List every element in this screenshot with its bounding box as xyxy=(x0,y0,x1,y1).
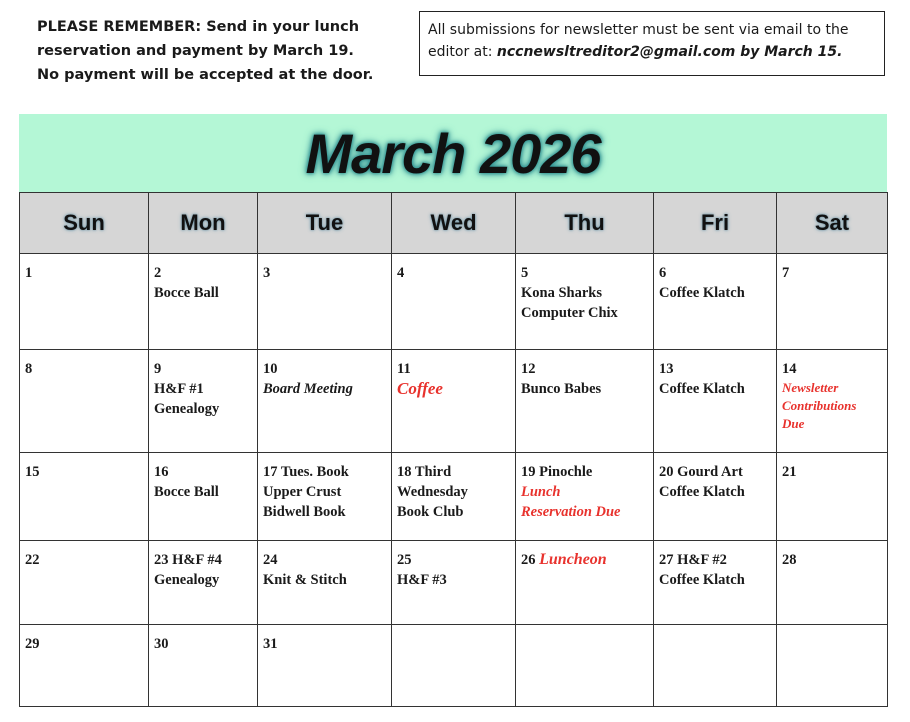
event-text: Coffee Klatch xyxy=(659,572,745,588)
day-cell xyxy=(149,625,258,707)
day-number: 31 xyxy=(263,636,278,652)
day-cell xyxy=(777,541,888,625)
day-number: 28 xyxy=(782,552,797,568)
week-row xyxy=(20,453,888,541)
event-text-highlight: Reservation Due xyxy=(521,504,621,520)
week-row xyxy=(20,350,888,453)
day-number: 3 xyxy=(263,265,271,281)
event-text: 23 H&F #4 xyxy=(154,552,222,568)
event-text: Knit & Stitch xyxy=(263,572,347,588)
event-text: 20 Gourd Art xyxy=(659,464,743,480)
event-text: Coffee Klatch xyxy=(659,285,745,301)
event-text: Coffee Klatch xyxy=(659,484,745,500)
day-cell xyxy=(654,350,777,453)
empty-day-cell xyxy=(392,625,516,707)
notice-line: All submissions for newsletter must be sent via email to the xyxy=(428,22,849,38)
day-cell xyxy=(392,453,516,541)
event-text: H&F #1 xyxy=(154,381,204,397)
day-cell xyxy=(392,350,516,453)
day-cell xyxy=(258,625,392,707)
notice-prefix: editor at: xyxy=(428,44,497,60)
day-number: 14 xyxy=(782,361,797,377)
calendar-title-bar xyxy=(19,114,887,192)
day-number: 16 xyxy=(154,464,169,480)
event-text: Book Club xyxy=(397,504,464,520)
event-text-highlight: Due xyxy=(782,416,805,431)
day-cell xyxy=(258,254,392,350)
day-cell xyxy=(392,254,516,350)
event-text: 17 Tues. Book xyxy=(263,464,349,480)
editor-email: nccnewsltreditor2@gmail.com xyxy=(496,44,736,60)
day-cell xyxy=(654,453,777,541)
day-number: 30 xyxy=(154,636,169,652)
day-number: 26 xyxy=(521,552,536,568)
day-cell xyxy=(777,350,888,453)
day-cell xyxy=(20,254,149,350)
weekday-header: Sat xyxy=(777,193,888,254)
event-text: H&F #3 xyxy=(397,572,447,588)
day-cell xyxy=(516,453,654,541)
event-text: Bunco Babes xyxy=(521,381,602,397)
event-text-highlight: Luncheon xyxy=(539,551,607,568)
calendar-title: March 2026 xyxy=(305,122,601,185)
weekday-header: Fri xyxy=(654,193,777,254)
day-cell xyxy=(654,541,777,625)
event-text: Board Meeting xyxy=(263,381,353,397)
event-text-highlight: Contributions xyxy=(782,398,857,413)
event-text: Genealogy xyxy=(154,401,220,417)
day-cell xyxy=(516,254,654,350)
day-number: 21 xyxy=(782,464,797,480)
calendar-grid xyxy=(19,192,888,707)
weekday-header: Tue xyxy=(258,193,392,254)
day-number: 7 xyxy=(782,265,790,281)
day-number: 2 xyxy=(154,265,162,281)
weekday-header: Thu xyxy=(516,193,654,254)
event-text: Bocce Ball xyxy=(154,484,219,500)
empty-day-cell xyxy=(516,625,654,707)
event-text: Coffee Klatch xyxy=(659,381,745,397)
day-number: 13 xyxy=(659,361,674,377)
day-cell xyxy=(149,541,258,625)
event-text: Computer Chix xyxy=(521,305,618,321)
event-text: 19 Pinochle xyxy=(521,464,593,480)
empty-day-cell xyxy=(654,625,777,707)
day-number: 10 xyxy=(263,361,278,377)
week-row xyxy=(20,541,888,625)
day-number: 5 xyxy=(521,265,529,281)
day-cell xyxy=(654,254,777,350)
reminder-line: No payment will be accepted at the door. xyxy=(37,67,374,83)
day-cell xyxy=(20,625,149,707)
day-cell xyxy=(20,453,149,541)
event-text: Bocce Ball xyxy=(154,285,219,301)
event-text: Kona Sharks xyxy=(521,285,602,301)
day-cell xyxy=(516,541,654,625)
day-cell xyxy=(777,254,888,350)
day-number: 25 xyxy=(397,552,412,568)
day-cell xyxy=(258,350,392,453)
day-cell xyxy=(258,453,392,541)
day-cell xyxy=(149,254,258,350)
day-cell xyxy=(20,350,149,453)
day-number: 8 xyxy=(25,361,33,377)
event-text: Bidwell Book xyxy=(263,504,346,520)
event-text-highlight: Lunch xyxy=(521,484,561,500)
day-number: 12 xyxy=(521,361,536,377)
event-text: Wednesday xyxy=(397,484,468,500)
day-number: 4 xyxy=(397,265,405,281)
reminder-line: PLEASE REMEMBER: Send in your lunch xyxy=(37,19,360,35)
notice-line xyxy=(428,41,876,63)
day-number: 11 xyxy=(397,361,411,377)
day-number: 29 xyxy=(25,636,40,652)
day-number: 6 xyxy=(659,265,667,281)
event-text: Upper Crust xyxy=(263,484,342,500)
day-cell xyxy=(516,350,654,453)
weekday-header: Sun xyxy=(20,193,149,254)
day-cell xyxy=(149,453,258,541)
event-text: Genealogy xyxy=(154,572,220,588)
day-cell xyxy=(20,541,149,625)
weekday-header: Mon xyxy=(149,193,258,254)
lunch-reminder xyxy=(37,15,397,87)
day-cell xyxy=(149,350,258,453)
newsletter-notice-box xyxy=(419,11,885,76)
day-number: 24 xyxy=(263,552,278,568)
weekday-header-row xyxy=(20,193,888,254)
day-cell xyxy=(777,453,888,541)
event-text: 18 Third xyxy=(397,464,452,480)
empty-day-cell xyxy=(777,625,888,707)
week-row xyxy=(20,254,888,350)
day-cell xyxy=(258,541,392,625)
notice-deadline: by March 15. xyxy=(735,44,843,60)
day-number: 9 xyxy=(154,361,162,377)
day-number: 15 xyxy=(25,464,40,480)
event-text-highlight: Coffee xyxy=(397,379,443,398)
day-number: 1 xyxy=(25,265,33,281)
week-row xyxy=(20,625,888,707)
day-cell xyxy=(392,541,516,625)
reminder-line: reservation and payment by March 19. xyxy=(37,43,354,59)
day-number: 22 xyxy=(25,552,40,568)
weekday-header: Wed xyxy=(392,193,516,254)
event-text: 27 H&F #2 xyxy=(659,552,727,568)
event-text-highlight: Newsletter xyxy=(782,380,839,395)
